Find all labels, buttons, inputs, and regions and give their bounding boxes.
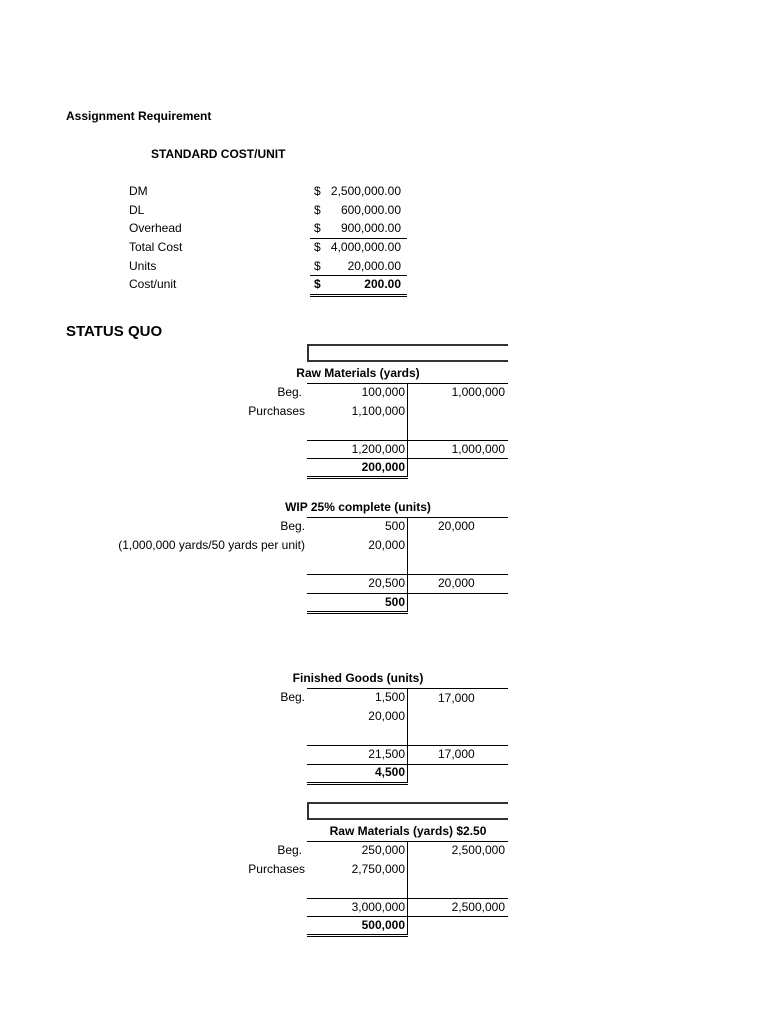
cost-unit-double-rule <box>310 294 407 297</box>
t-account-double-rule <box>307 934 408 937</box>
status-quo-heading: STATUS QUO <box>66 323 163 340</box>
beg-value: 100,000 <box>361 385 405 399</box>
total-credit: 17,000 <box>438 747 475 761</box>
t-account-divider <box>407 688 408 782</box>
t-account-rule <box>307 440 508 441</box>
overhead-amount: $ 900,000.00 <box>314 221 401 235</box>
credit-value: 20,000 <box>438 519 475 533</box>
account-header-box <box>307 344 508 362</box>
ending-balance: 500,000 <box>361 918 405 932</box>
beg-label: Beg. <box>280 690 305 704</box>
total-cost-amount: $ 4,000,000.00 <box>314 240 401 254</box>
beg-label: Beg. <box>277 385 302 399</box>
units-label: Units <box>129 259 157 273</box>
account-header-box <box>307 802 508 820</box>
page-title: Assignment Requirement <box>66 109 212 123</box>
t-account-rule <box>307 593 508 594</box>
t-account-double-rule <box>307 476 408 479</box>
total-credit: 20,000 <box>438 576 475 590</box>
subtotal-rule <box>310 238 407 239</box>
t-account-rule <box>307 458 508 459</box>
purchases-value: 1,100,000 <box>351 404 405 418</box>
t-account-rule <box>307 898 508 899</box>
added-label: (1,000,000 yards/50 yards per unit) <box>118 538 305 552</box>
units-amount: $ 20,000.00 <box>314 259 401 273</box>
total-debit: 21,500 <box>368 747 405 761</box>
t-account-title: Raw Materials (yards) <box>296 366 420 380</box>
cost-unit-amount: $ 200.00 <box>314 277 401 291</box>
purchases-label: Purchases <box>248 862 305 876</box>
dm-amount: $ 2,500,000.00 <box>314 184 401 198</box>
purchases-label: Purchases <box>248 404 305 418</box>
t-account-divider <box>407 383 408 476</box>
dl-label: DL <box>129 203 145 217</box>
t-account-title: Raw Materials (yards) $2.50 <box>329 824 487 838</box>
ending-balance: 500 <box>384 595 405 609</box>
added-value: 20,000 <box>368 709 405 723</box>
beg-value: 500 <box>384 519 405 533</box>
beg-label: Beg. <box>277 843 302 857</box>
ending-balance: 4,500 <box>374 765 405 779</box>
total-credit: 2,500,000 <box>451 900 505 914</box>
overhead-label: Overhead <box>129 221 182 235</box>
dl-amount: $ 600,000.00 <box>314 203 401 217</box>
purchases-value: 2,750,000 <box>351 862 405 876</box>
credit-value: 1,000,000 <box>451 385 505 399</box>
standard-cost-heading: STANDARD COST/UNIT <box>151 147 286 161</box>
t-account-divider <box>407 841 408 935</box>
t-account-double-rule <box>307 782 408 785</box>
dm-label: DM <box>129 184 148 198</box>
credit-value: 2,500,000 <box>451 843 505 857</box>
t-account-rule <box>307 745 508 746</box>
cost-unit-top-rule <box>310 275 407 276</box>
t-account-rule <box>307 574 508 575</box>
credit-value: 17,000 <box>438 691 475 705</box>
t-account-rule <box>307 916 508 917</box>
beg-value: 1,500 <box>374 690 405 704</box>
t-account-title: WIP 25% complete (units) <box>285 500 431 514</box>
beg-label: Beg. <box>280 519 305 533</box>
cost-unit-label: Cost/unit <box>129 277 177 291</box>
t-account-divider <box>407 517 408 611</box>
t-account-title: Finished Goods (units) <box>292 671 424 685</box>
added-value: 20,000 <box>368 538 405 552</box>
total-debit: 1,200,000 <box>351 442 405 456</box>
t-account-double-rule <box>307 611 408 614</box>
ending-balance: 200,000 <box>361 460 405 474</box>
total-cost-label: Total Cost <box>129 240 183 254</box>
beg-value: 250,000 <box>361 843 405 857</box>
total-debit: 20,500 <box>368 576 405 590</box>
total-debit: 3,000,000 <box>351 900 405 914</box>
total-credit: 1,000,000 <box>451 442 505 456</box>
